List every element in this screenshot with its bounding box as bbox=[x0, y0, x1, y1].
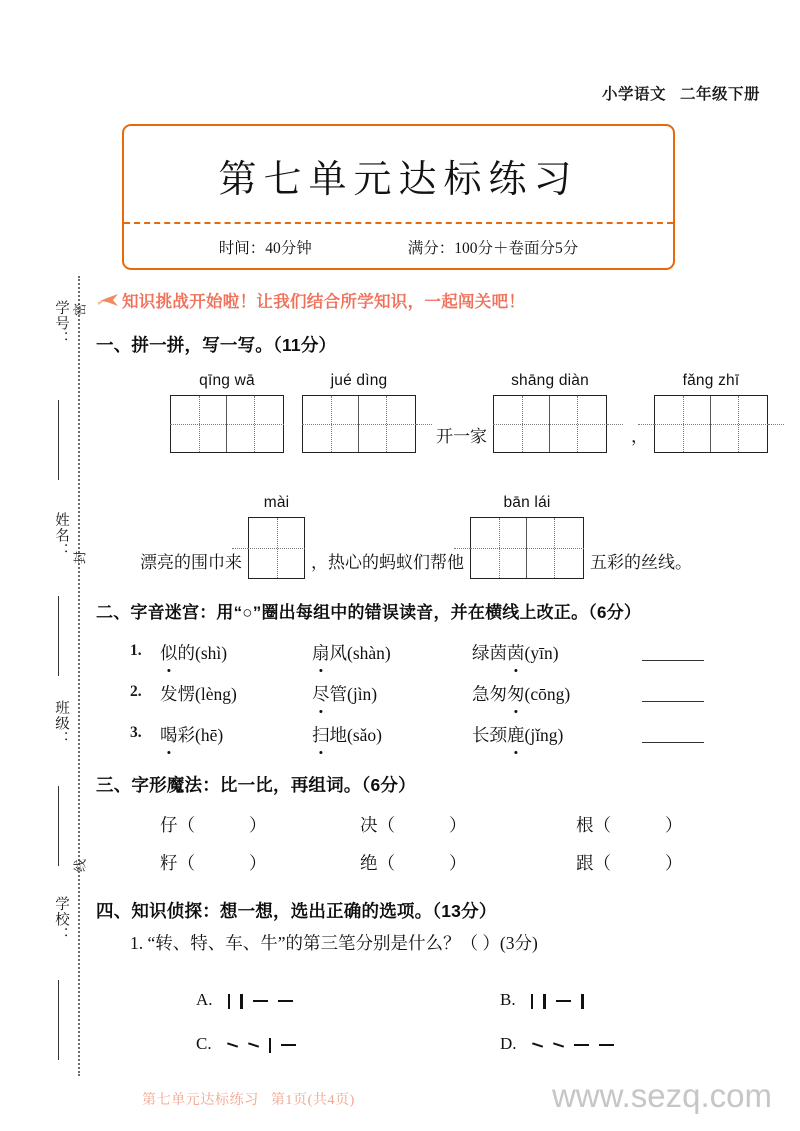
section-4-heading: 四、知识侦探：想一想，选出正确的选项。（13分） bbox=[96, 901, 497, 921]
pinyin-jueding: jué dìng bbox=[330, 372, 388, 389]
pinyin-group-banlai bbox=[470, 494, 584, 579]
option-a[interactable]: A. bbox=[196, 990, 298, 1010]
answer-line[interactable] bbox=[642, 660, 704, 661]
word-item[interactable]: 扫地(sǎo) bbox=[312, 722, 382, 747]
seal-char-xian: 线 bbox=[72, 859, 88, 873]
exercise-3-row bbox=[0, 812, 800, 850]
exercise-2-row bbox=[0, 681, 800, 722]
footer-page: 第1页(共4页) bbox=[270, 1093, 355, 1108]
option-b[interactable]: B. bbox=[500, 990, 589, 1010]
pinyin-group-fangzhi bbox=[654, 372, 768, 453]
seal-char-feng: 封 bbox=[72, 551, 88, 565]
watermark: www.sezq.com bbox=[551, 1077, 772, 1114]
intro-banner bbox=[98, 288, 525, 312]
header-grade: 二年级下册 bbox=[679, 86, 760, 103]
connector-text-1: 开一家 bbox=[436, 427, 487, 447]
word-item[interactable]: 尽管(jìn) bbox=[312, 681, 377, 706]
word-item[interactable]: 扇风(shàn) bbox=[312, 640, 391, 665]
question-stem: “转、特、车、牛”的第三笔分别是什么？（ ）(3分) bbox=[147, 933, 538, 953]
field-rule[interactable] bbox=[58, 596, 59, 676]
option-c[interactable]: C. bbox=[196, 1034, 301, 1054]
exercise-3 bbox=[0, 812, 800, 888]
pinyin-group-jueding bbox=[302, 372, 416, 453]
pinyin-fangzhi: fǎng zhī bbox=[682, 372, 740, 389]
word-build-slot[interactable]: 决（ ） bbox=[360, 815, 467, 835]
total-score: 满分：100分＋卷面分5分 bbox=[407, 240, 579, 257]
field-name: 姓名： bbox=[53, 512, 69, 559]
pinyin-banlai: bān lái bbox=[503, 494, 551, 511]
sentence-lead: 漂亮的围巾来 bbox=[140, 553, 242, 573]
exam-meta bbox=[124, 236, 673, 258]
exercise-3-row bbox=[0, 850, 800, 888]
word-build-slot[interactable]: 根（ ） bbox=[576, 815, 683, 835]
footer-title: 第七单元达标练习 bbox=[142, 1093, 259, 1108]
row-number: 3. bbox=[130, 724, 142, 741]
word-build-slot[interactable]: 仔（ ） bbox=[160, 815, 267, 835]
sentence-tail: 五彩的丝线。 bbox=[590, 553, 692, 573]
comma-1: ， bbox=[631, 427, 648, 447]
time-limit: 时间：40分钟 bbox=[218, 240, 312, 257]
rocket-icon bbox=[98, 292, 120, 308]
field-rule[interactable] bbox=[58, 980, 59, 1060]
seal-margin bbox=[0, 0, 96, 1131]
answer-line[interactable] bbox=[642, 701, 704, 702]
exercise-1-row-2 bbox=[134, 494, 698, 579]
section-1-heading: 一、拼一拼，写一写。（11分） bbox=[96, 335, 337, 355]
word-build-slot[interactable]: 籽（ ） bbox=[160, 853, 267, 873]
exercise-2 bbox=[0, 640, 800, 763]
word-build-slot[interactable]: 跟（ ） bbox=[576, 853, 683, 873]
title-card bbox=[122, 124, 675, 270]
field-rule[interactable] bbox=[58, 400, 59, 480]
pinyin-group-mai bbox=[248, 494, 305, 579]
word-build-slot[interactable]: 绝（ ） bbox=[360, 853, 467, 873]
section-3-heading: 三、字形魔法：比一比，再组词。（6分） bbox=[96, 775, 416, 795]
exercise-2-row bbox=[0, 640, 800, 681]
field-class: 班级： bbox=[53, 700, 69, 747]
pinyin-group-shangdian bbox=[493, 372, 607, 453]
section-2-heading: 二、字音迷宫：用“○”圈出每组中的错误读音，并在横线上改正。（6分） bbox=[96, 603, 642, 622]
pinyin-qingwa: qīng wā bbox=[199, 372, 255, 389]
seal-dotted-line bbox=[78, 276, 80, 1076]
field-student-id: 学号： bbox=[53, 300, 69, 347]
word-item[interactable]: 似的(shì) bbox=[160, 640, 227, 665]
word-item[interactable]: 急匆匆(cōng) bbox=[472, 681, 570, 706]
word-item[interactable]: 喝彩(hē) bbox=[160, 722, 223, 747]
word-item[interactable]: 长颈鹿(jǐng) bbox=[472, 722, 563, 747]
word-item[interactable]: 绿茵茵(yīn) bbox=[472, 640, 559, 665]
char-box-shangdian[interactable] bbox=[493, 395, 607, 453]
title-divider bbox=[124, 222, 673, 224]
header-subject: 小学语文 bbox=[601, 86, 666, 103]
sentence-mid: ，热心的蚂蚁们帮他 bbox=[311, 553, 464, 573]
page-header bbox=[602, 82, 760, 104]
field-school: 学校： bbox=[53, 896, 69, 943]
option-d[interactable]: D. bbox=[500, 1034, 619, 1054]
question-4-1 bbox=[130, 930, 538, 955]
char-box-jueding[interactable] bbox=[302, 395, 416, 453]
banner-text: 知识挑战开始啦！让我们结合所学知识，一起闯关吧！ bbox=[122, 293, 526, 311]
exercise-1-row-1 bbox=[170, 372, 768, 453]
field-rule[interactable] bbox=[58, 786, 59, 866]
exercise-2-row bbox=[0, 722, 800, 763]
char-box-fangzhi[interactable] bbox=[654, 395, 768, 453]
row-number: 1. bbox=[130, 642, 142, 659]
word-item[interactable]: 发愣(lèng) bbox=[160, 684, 237, 704]
row-number: 2. bbox=[130, 683, 142, 700]
answer-line[interactable] bbox=[642, 742, 704, 743]
pinyin-group-qingwa bbox=[170, 372, 284, 453]
seal-char-mi: 密 bbox=[72, 303, 88, 317]
char-box-banlai[interactable] bbox=[470, 517, 584, 579]
footer bbox=[142, 1089, 355, 1109]
char-box-qingwa[interactable] bbox=[170, 395, 284, 453]
pinyin-mai: mài bbox=[263, 494, 290, 511]
pinyin-shangdian: shāng diàn bbox=[511, 372, 589, 389]
char-box-mai[interactable] bbox=[248, 517, 305, 579]
page-title: 第七单元达标练习 bbox=[218, 159, 579, 201]
question-number: 1. bbox=[130, 933, 144, 953]
